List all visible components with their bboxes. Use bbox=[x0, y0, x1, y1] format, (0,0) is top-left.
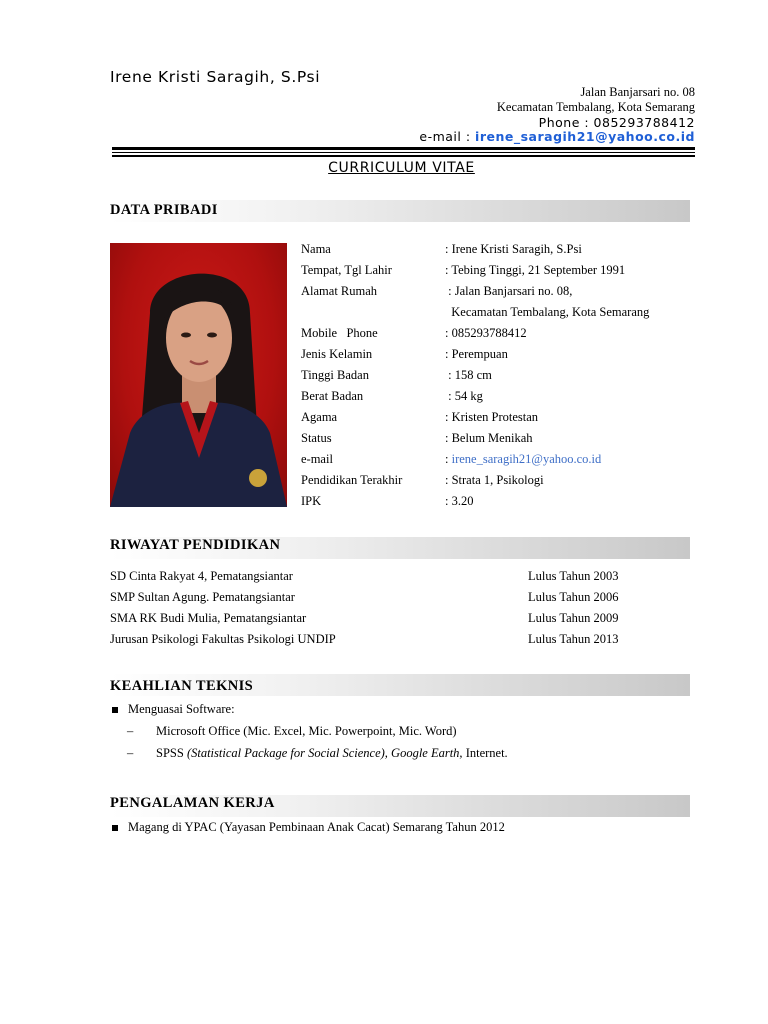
personal-label: Jenis Kelamin bbox=[301, 347, 373, 361]
education-year: Lulus Tahun 2013 bbox=[528, 632, 619, 646]
education-school: Jurusan Psikologi Fakultas Psikologi UNDIP bbox=[110, 632, 336, 646]
section-title-keahlian: KEAHLIAN TEKNIS bbox=[110, 678, 254, 694]
email-label: e-mail : bbox=[419, 129, 476, 144]
personal-label: Nama bbox=[301, 242, 331, 256]
personal-value: : Tebing Tinggi, 21 September 1991 bbox=[445, 263, 626, 277]
header-email-link[interactable]: irene_saragih21@yahoo.co.id bbox=[475, 129, 695, 144]
header-rule-thick bbox=[112, 147, 695, 150]
personal-email-link[interactable]: irene_saragih21@yahoo.co.id bbox=[451, 452, 602, 466]
bullet-square-icon bbox=[112, 707, 118, 713]
education-year: Lulus Tahun 2009 bbox=[528, 611, 619, 625]
education-school: SMP Sultan Agung. Pematangsiantar bbox=[110, 590, 295, 604]
dash-icon: – bbox=[127, 724, 134, 738]
personal-label: Tinggi Badan bbox=[301, 368, 369, 382]
dash-icon: – bbox=[127, 746, 134, 760]
experience-item: Magang di YPAC (Yayasan Pembinaan Anak Cacat) Semarang Tahun 2012 bbox=[128, 820, 505, 834]
personal-value: : 54 kg bbox=[445, 389, 483, 403]
section-title-pribadi: DATA PRIBADI bbox=[110, 202, 218, 218]
personal-label: Tempat, Tgl Lahir bbox=[301, 263, 392, 277]
personal-label: IPK bbox=[301, 494, 322, 508]
email-prefix: : bbox=[445, 452, 452, 466]
skill-item-spss bbox=[156, 746, 508, 761]
personal-value: : 085293788412 bbox=[445, 326, 527, 340]
personal-value: : 158 cm bbox=[445, 368, 492, 382]
header-rule-bottom bbox=[112, 155, 695, 157]
personal-label: Agama bbox=[301, 410, 338, 424]
education-year: Lulus Tahun 2003 bbox=[528, 569, 619, 583]
section-title-kerja: PENGALAMAN KERJA bbox=[110, 795, 275, 811]
candidate-name: Irene Kristi Saragih, S.Psi bbox=[110, 68, 321, 86]
skill-spss-suffix: Internet. bbox=[462, 746, 508, 760]
personal-value: Kecamatan Tembalang, Kota Semarang bbox=[445, 305, 650, 319]
personal-label: Berat Badan bbox=[301, 389, 364, 403]
personal-value: : Irene Kristi Saragih, S.Psi bbox=[445, 242, 582, 256]
bullet-square-icon bbox=[112, 825, 118, 831]
profile-photo bbox=[110, 243, 287, 507]
personal-value: : Perempuan bbox=[445, 347, 508, 361]
personal-value bbox=[445, 452, 601, 467]
education-school: SD Cinta Rakyat 4, Pematangsiantar bbox=[110, 569, 293, 583]
skill-spss-prefix: SPSS bbox=[156, 746, 187, 760]
personal-label: Mobile Phone bbox=[301, 326, 378, 340]
education-school: SMA RK Budi Mulia, Pematangsiantar bbox=[110, 611, 307, 625]
personal-value: : Kristen Protestan bbox=[445, 410, 539, 424]
header-rule-thin bbox=[112, 152, 695, 153]
email-line bbox=[419, 129, 695, 144]
personal-label: Alamat Rumah bbox=[301, 284, 378, 298]
address-line-2: Kecamatan Tembalang, Kota Semarang bbox=[496, 100, 695, 114]
skill-bullet-text: Menguasai Software: bbox=[128, 702, 235, 716]
section-title-pendidikan: RIWAYAT PENDIDIKAN bbox=[110, 537, 281, 553]
skill-spss-italic: (Statistical Package for Social Science), Google Earth, bbox=[186, 746, 463, 760]
personal-value: : Strata 1, Psikologi bbox=[445, 473, 544, 487]
personal-label: e-mail bbox=[301, 452, 333, 466]
address-line-1: Jalan Banjarsari no. 08 bbox=[580, 85, 695, 99]
personal-value: : Jalan Banjarsari no. 08, bbox=[445, 284, 573, 298]
personal-label: Status bbox=[301, 431, 332, 445]
phone-line: Phone : 085293788412 bbox=[538, 115, 695, 130]
document-title: CURRICULUM VITAE bbox=[328, 160, 475, 176]
personal-label: Pendidikan Terakhir bbox=[301, 473, 403, 487]
skill-item-office: Microsoft Office (Mic. Excel, Mic. Powerpoint, Mic. Word) bbox=[156, 724, 457, 738]
personal-value: : Belum Menikah bbox=[445, 431, 533, 445]
personal-value: : 3.20 bbox=[445, 494, 474, 508]
education-year: Lulus Tahun 2006 bbox=[528, 590, 619, 604]
